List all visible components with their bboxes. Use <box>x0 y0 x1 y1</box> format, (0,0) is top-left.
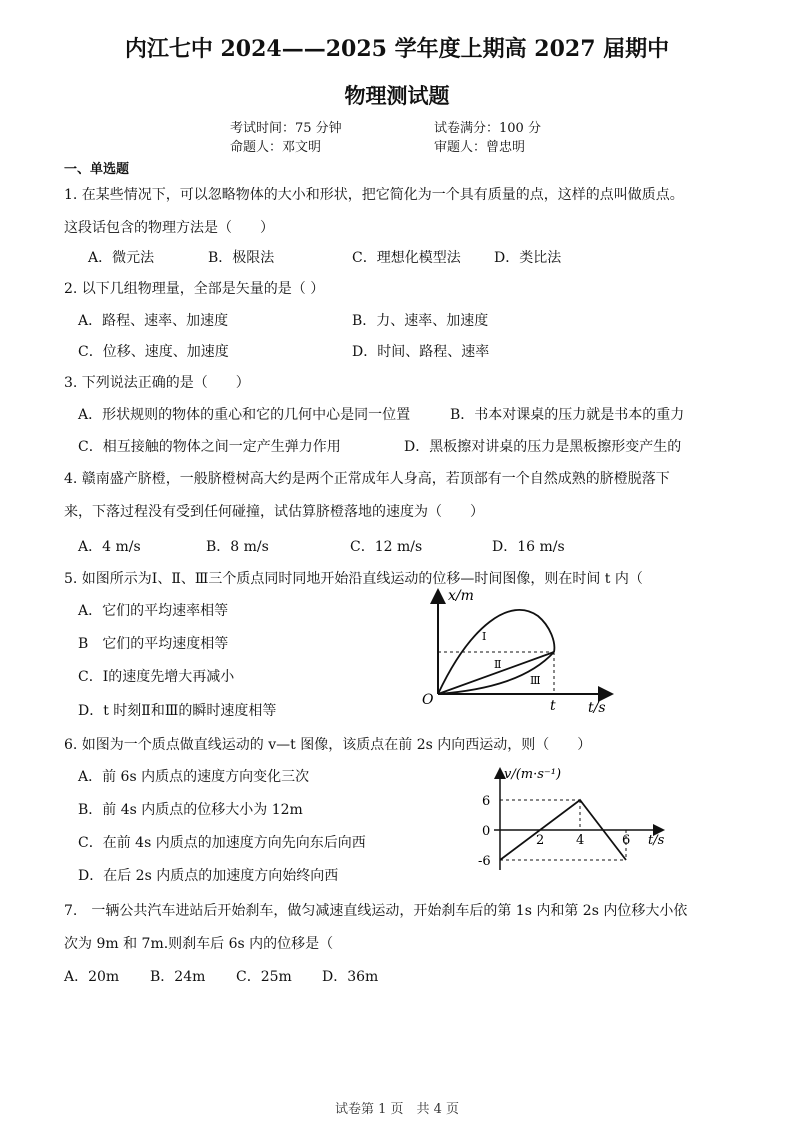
reviewer: 审题人：曾忠明 <box>434 140 526 155</box>
question-4-line2: 来，下落过程没有受到任何碰撞，试估算脐橙落地的速度为（ ） <box>64 504 484 520</box>
page-footer: 试卷第 1 页 共 4 页 <box>334 1102 460 1117</box>
question-4-option-d: D．16 m/s <box>492 539 565 555</box>
exam-title: 内江七中 2024——2025 学年度上期高 2027 届期中 <box>124 36 670 62</box>
vt-x-tick-6: 6 <box>622 833 631 848</box>
question-3-option-b: B．书本对课桌的压力就是书本的重力 <box>450 407 685 423</box>
question-7-option-c: C．25m <box>236 969 292 985</box>
vt-y-tick-0: 0 <box>482 824 491 839</box>
vt-y-tick-6: 6 <box>482 794 491 809</box>
question-4-option-c: C．12 m/s <box>350 539 423 555</box>
xt-x-label: t/s <box>588 700 606 716</box>
question-1-line2: 这段话包含的物理方法是（ ） <box>64 220 274 236</box>
question-3-line1: 3. 下列说法正确的是（ ） <box>64 375 250 391</box>
question-2-option-d: D．时间、路程、速率 <box>352 344 490 360</box>
vt-y-label: v/(m·s⁻¹) <box>504 767 562 782</box>
question-2-option-a: A．路程、速率、加速度 <box>78 313 229 329</box>
question-7-option-d: D．36m <box>322 969 379 985</box>
question-5-option-a: A．它们的平均速率相等 <box>78 603 229 619</box>
xt-label-3: Ⅲ <box>530 674 541 687</box>
question-7-line2: 次为 9m 和 7m.则刹车后 6s 内的位移是（ <box>64 936 334 952</box>
vt-y-tick-neg6: -6 <box>478 854 491 869</box>
question-7-option-a: A．20m <box>64 969 120 985</box>
question-4-line1: 4. 赣南盛产脐橙，一般脐橙树高大约是两个正常成年人身高，若顶部有一个自然成熟的脐橙脱落下 <box>64 471 670 487</box>
question-1-option-d: D．类比法 <box>494 250 562 266</box>
section-title: 一、单选题 <box>64 162 130 177</box>
question-1-line1: 1. 在某些情况下，可以忽略物体的大小和形状，把它简化为一个具有质量的点，这样的点叫做质点。 <box>64 187 684 203</box>
xt-y-label: x/m <box>448 588 474 604</box>
question-1-option-a: A．微元法 <box>88 250 155 266</box>
xt-label-1: Ⅰ <box>482 630 487 643</box>
question-6-line1: 6. 如图为一个质点做直线运动的 v—t 图像，该质点在前 2s 内向西运动，则（ ） <box>64 737 592 753</box>
question-4-option-a: A．4 m/s <box>78 539 141 555</box>
vt-graph <box>466 762 676 874</box>
vt-x-tick-2: 2 <box>536 833 545 848</box>
full-score: 试卷满分：100 分 <box>434 121 541 136</box>
question-6-option-c: C．在前 4s 内质点的加速度方向先向东后向西 <box>78 835 366 851</box>
question-6-option-b: B．前 4s 内质点的位移大小为 12m <box>78 802 303 818</box>
question-2-option-c: C．位移、速度、加速度 <box>78 344 229 360</box>
question-6-option-d: D．在后 2s 内质点的加速度方向始终向西 <box>78 868 339 884</box>
question-6-option-a: A．前 6s 内质点的速度方向变化三次 <box>78 769 310 785</box>
xt-graph <box>410 586 620 718</box>
xt-label-2: Ⅱ <box>494 658 502 671</box>
question-5-option-b: B 它们的平均速度相等 <box>78 636 229 652</box>
question-5-option-c: C．Ⅰ的速度先增大再减小 <box>78 669 235 685</box>
question-2-line1: 2. 以下几组物理量，全部是矢量的是（ ） <box>64 281 325 297</box>
xt-origin: O <box>422 692 434 708</box>
exam-subtitle: 物理测试题 <box>344 83 450 108</box>
question-5-line1: 5. 如图所示为Ⅰ、Ⅱ、Ⅲ三个质点同时同地开始沿直线运动的位移—时间图像，则在时间 t 内（ <box>64 571 643 587</box>
question-4-option-b: B．8 m/s <box>206 539 269 555</box>
question-1-option-b: B．极限法 <box>208 250 275 266</box>
vt-x-label: t/s <box>648 833 665 848</box>
question-7-option-b: B．24m <box>150 969 206 985</box>
question-3-option-c: C．相互接触的物体之间一定产生弹力作用 <box>78 439 341 455</box>
question-5-option-d: D．t 时刻Ⅱ和Ⅲ的瞬时速度相等 <box>78 703 277 719</box>
question-7-line1: 7. 一辆公共汽车进站后开始刹车，做匀减速直线运动，开始刹车后的第 1s 内和第 2s 内位移大小依 <box>64 903 688 919</box>
question-3-option-d: D．黑板擦对讲桌的压力是黑板擦形变产生的 <box>404 439 682 455</box>
vt-x-tick-4: 4 <box>576 833 585 848</box>
question-2-option-b: B．力、速率、加速度 <box>352 313 489 329</box>
question-3-option-a: A．形状规则的物体的重心和它的几何中心是同一位置 <box>78 407 411 423</box>
xt-t-mark: t <box>550 698 556 714</box>
question-1-option-c: C．理想化模型法 <box>352 250 461 266</box>
author: 命题人：邓文明 <box>230 140 322 155</box>
exam-time: 考试时间：75 分钟 <box>230 121 342 136</box>
